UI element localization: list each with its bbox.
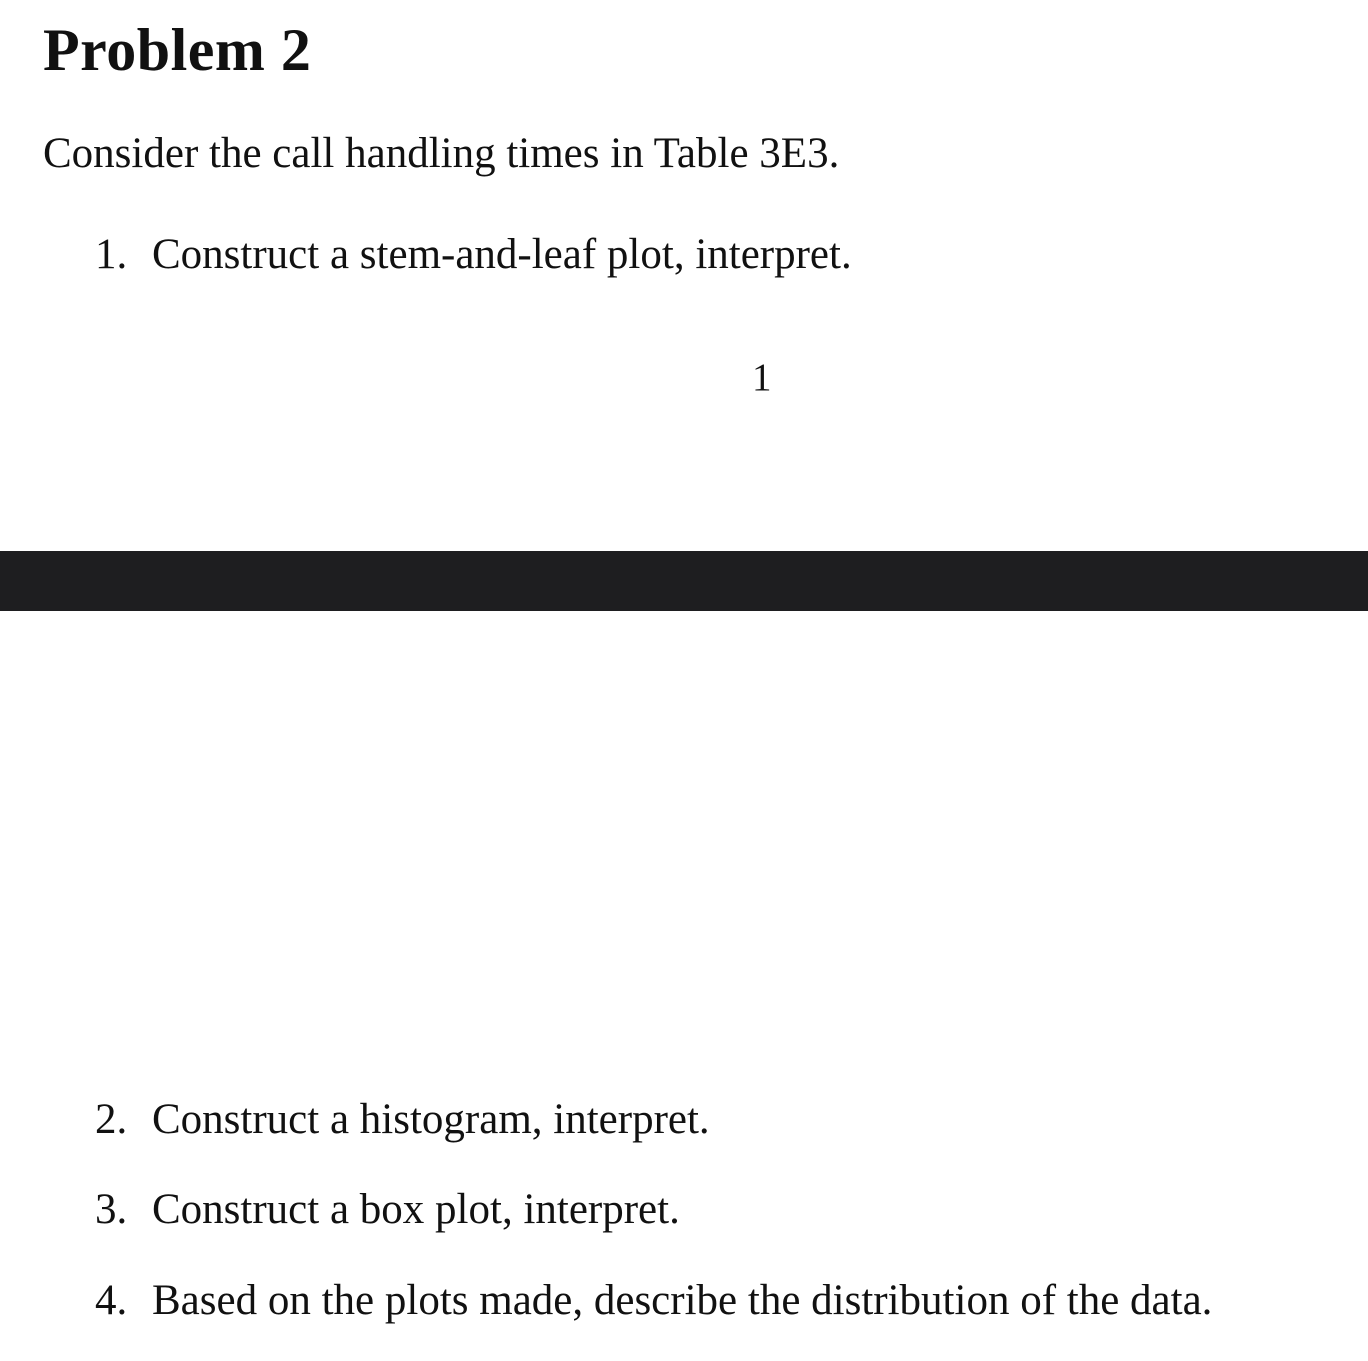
document-page-1 <box>0 0 1368 550</box>
list-item <box>95 1182 680 1238</box>
list-item-text: Construct a box plot, interpret. <box>152 1186 680 1233</box>
list-item-number: 2. <box>95 1096 128 1143</box>
page-separator <box>0 551 1368 611</box>
list-item-number: 3. <box>95 1186 128 1233</box>
list-item <box>95 227 852 283</box>
list-item <box>95 1273 1212 1329</box>
list-item-number: 1. <box>95 231 128 278</box>
problem-title: Problem 2 <box>43 17 312 83</box>
problem-intro: Consider the call handling times in Table 3E3. <box>43 130 840 177</box>
page-number: 1 <box>752 356 772 399</box>
list-item-text: Construct a stem-and-leaf plot, interpret. <box>152 231 852 278</box>
list-item-text: Based on the plots made, describe the distribution of the data. <box>152 1277 1213 1324</box>
list-item <box>95 1092 710 1148</box>
list-item-number: 4. <box>95 1277 128 1324</box>
list-item-text: Construct a histogram, interpret. <box>152 1096 710 1143</box>
document-page-2 <box>0 611 1368 1361</box>
